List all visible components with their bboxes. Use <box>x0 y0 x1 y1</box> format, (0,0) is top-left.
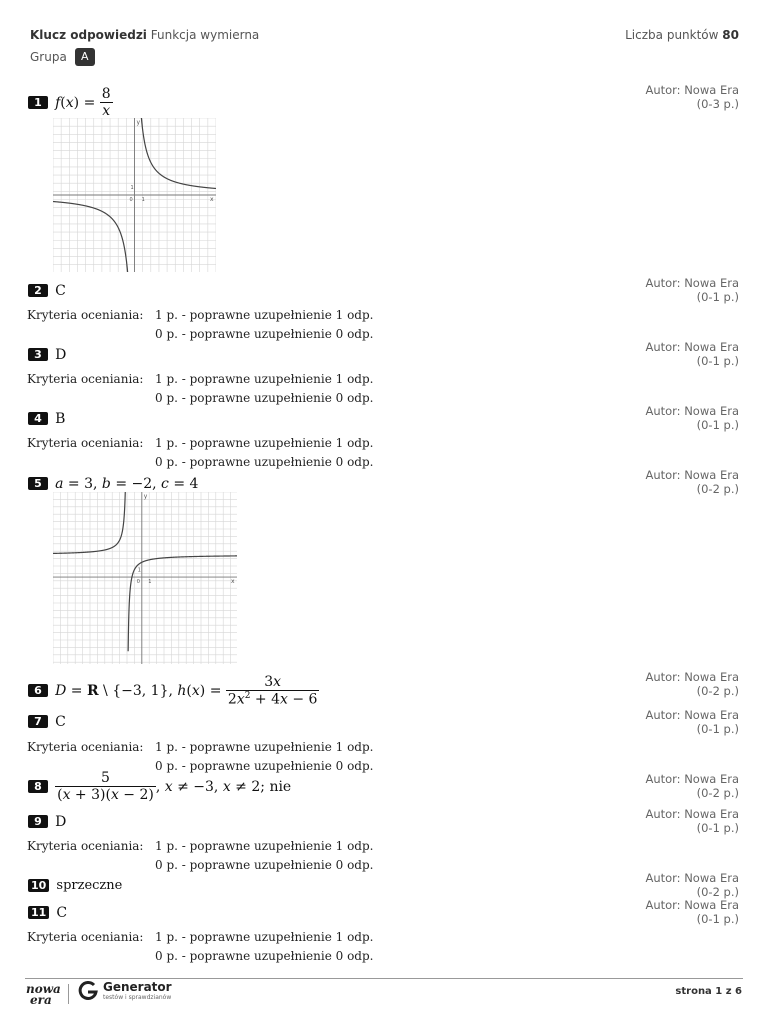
generator-g-icon <box>77 980 99 1002</box>
criteria-label: Kryteria oceniania: <box>27 930 144 944</box>
points-range: (0-2 p.) <box>696 683 739 698</box>
task-answer: D <box>55 346 67 363</box>
x-axis-label: x <box>231 578 235 586</box>
tick-label-y-1: 1 <box>130 184 134 191</box>
criteria-label: Kryteria oceniania: <box>27 308 144 322</box>
task-answer: C <box>55 282 66 299</box>
author-label: Autor: Nowa Era <box>645 772 739 786</box>
author-label: Autor: Nowa Era <box>645 340 739 354</box>
task-4 <box>28 408 65 427</box>
function-branch-2 <box>141 118 216 188</box>
points-range: (0-1 p.) <box>696 721 739 736</box>
task-number: 2 <box>28 284 48 297</box>
task-9-author <box>645 808 739 835</box>
task-answer: f(x) = $\frac{8}{x}$ <box>55 86 111 119</box>
task-8-author <box>645 773 739 800</box>
task-7 <box>28 711 66 730</box>
task-answer: D = R \ {−3, 1}, h(x) = $\frac{3x}{2x^2 + 4x - 6}$ <box>55 674 318 708</box>
author-label: Autor: Nowa Era <box>645 708 739 722</box>
task-number: 9 <box>28 815 48 828</box>
criteria-label: Kryteria oceniania: <box>27 740 144 754</box>
task-number: 7 <box>28 715 48 728</box>
task-3 <box>28 344 66 363</box>
tick-label-x-1: 1 <box>148 579 152 586</box>
task-answer: C <box>56 904 68 921</box>
tick-label-x-1: 1 <box>141 197 145 203</box>
criteria-label: Kryteria oceniania: <box>27 436 144 450</box>
task-5-author <box>645 469 739 496</box>
generator-subtitle: testów i sprawdzianów <box>103 993 172 1001</box>
task-2 <box>28 280 66 299</box>
points-range: (0-1 p.) <box>696 289 739 304</box>
task-7-author <box>645 709 739 736</box>
points-range: (0-1 p.) <box>696 353 739 368</box>
task-number: 10 <box>28 879 49 892</box>
points-range: (0-1 p.) <box>696 820 739 835</box>
y-axis-label: y <box>143 493 148 500</box>
task-4-author <box>645 405 739 432</box>
criteria-line-2: 0 p. - poprawne uzupełnienie 0 odp. <box>155 391 374 405</box>
criteria-line-1: 1 p. - poprawne uzupełnienie 1 odp. <box>155 930 374 944</box>
task-2-author <box>645 277 739 304</box>
group-row <box>30 48 95 66</box>
criteria-label: Kryteria oceniania: <box>27 839 144 853</box>
criteria-line-1: 1 p. - poprawne uzupełnienie 1 odp. <box>155 436 374 450</box>
x-axis-label: x <box>210 196 214 203</box>
task-number: 1 <box>28 96 48 109</box>
task-answer: B <box>55 410 66 427</box>
author-label: Autor: Nowa Era <box>645 404 739 418</box>
task-9 <box>28 811 66 830</box>
function-branch-1 <box>53 492 125 553</box>
author-label: Autor: Nowa Era <box>645 276 739 290</box>
task-answer: C <box>55 713 66 730</box>
task-answer: D <box>55 813 67 830</box>
points-range: (0-2 p.) <box>696 785 739 800</box>
author-label: Autor: Nowa Era <box>645 670 739 684</box>
task-11-author <box>645 899 739 926</box>
task-5 <box>28 473 198 492</box>
function-branch-2 <box>128 556 237 651</box>
criteria-line-1: 1 p. - poprawne uzupełnienie 1 odp. <box>155 308 374 322</box>
author-label: Autor: Nowa Era <box>645 807 739 821</box>
task-number: 8 <box>28 780 48 793</box>
nowa-era-logo: nowa era <box>26 982 61 1007</box>
author-label: Autor: Nowa Era <box>645 871 739 885</box>
task-number: 5 <box>28 477 48 490</box>
task-number: 6 <box>28 684 48 697</box>
task-number: 4 <box>28 412 48 425</box>
grading-criteria <box>27 372 373 405</box>
grading-criteria <box>27 740 373 773</box>
page-number: strona 1 z 6 <box>675 986 742 997</box>
task-10-author <box>645 872 739 899</box>
grading-criteria <box>27 930 373 963</box>
criteria-line-2: 0 p. - poprawne uzupełnienie 0 odp. <box>155 858 374 872</box>
points-total <box>625 28 739 42</box>
author-label: Autor: Nowa Era <box>645 83 739 97</box>
points-value: 80 <box>722 28 739 42</box>
graph-hyperbola-8-over-x <box>53 118 216 272</box>
task-answer: $\frac{5}{(x + 3)(x - 2)}$ , x ≠ −3, x ≠ 2; nie <box>57 770 292 803</box>
group-badge: A <box>75 48 95 66</box>
task-answer: a = 3, b = −2, c = 4 <box>55 475 199 492</box>
criteria-line-1: 1 p. - poprawne uzupełnienie 1 odp. <box>155 839 374 853</box>
grading-criteria <box>27 308 373 341</box>
generator-title: Generator <box>103 979 172 994</box>
document-title <box>30 28 259 42</box>
title-subject: Funkcja wymierna <box>150 28 260 42</box>
task-answer: sprzeczne <box>56 878 123 893</box>
points-range: (0-3 p.) <box>696 96 739 111</box>
generator-logo <box>77 980 172 1002</box>
group-label: Grupa <box>30 50 67 64</box>
points-range: (0-1 p.) <box>696 417 739 432</box>
criteria-line-1: 1 p. - poprawne uzupełnienie 1 odp. <box>155 372 374 386</box>
grading-criteria <box>27 839 373 872</box>
criteria-line-2: 0 p. - poprawne uzupełnienie 0 odp. <box>155 455 374 469</box>
points-range: (0-2 p.) <box>696 884 739 899</box>
tick-label-y-1: 1 <box>137 567 141 574</box>
origin-label: 0 <box>129 197 133 203</box>
task-8 <box>28 770 291 803</box>
points-label: Liczba punktów <box>625 28 719 42</box>
task-3-author <box>645 341 739 368</box>
task-10 <box>28 875 122 894</box>
task-6-author <box>645 671 739 698</box>
points-range: (0-1 p.) <box>696 911 739 926</box>
function-branch-1 <box>53 202 128 272</box>
task-6 <box>28 674 319 708</box>
criteria-line-1: 1 p. - poprawne uzupełnienie 1 odp. <box>155 740 374 754</box>
author-label: Autor: Nowa Era <box>645 468 739 482</box>
criteria-line-2: 0 p. - poprawne uzupełnienie 0 odp. <box>155 759 374 773</box>
graph-rational-function-task5 <box>53 492 237 664</box>
task-1 <box>28 86 113 119</box>
criteria-line-2: 0 p. - poprawne uzupełnienie 0 odp. <box>155 327 374 341</box>
origin-label: 0 <box>136 579 140 586</box>
task-number: 3 <box>28 348 48 361</box>
task-1-author <box>645 84 739 111</box>
task-11 <box>28 902 67 921</box>
criteria-line-2: 0 p. - poprawne uzupełnienie 0 odp. <box>155 949 374 963</box>
points-range: (0-2 p.) <box>696 481 739 496</box>
task-number: 11 <box>28 906 49 919</box>
grading-criteria <box>27 436 373 469</box>
footer-separator <box>68 984 69 1004</box>
author-label: Autor: Nowa Era <box>645 898 739 912</box>
y-axis-label: y <box>136 119 141 126</box>
criteria-label: Kryteria oceniania: <box>27 372 144 386</box>
title-bold: Klucz odpowiedzi <box>30 28 147 42</box>
footer-divider <box>25 978 743 979</box>
